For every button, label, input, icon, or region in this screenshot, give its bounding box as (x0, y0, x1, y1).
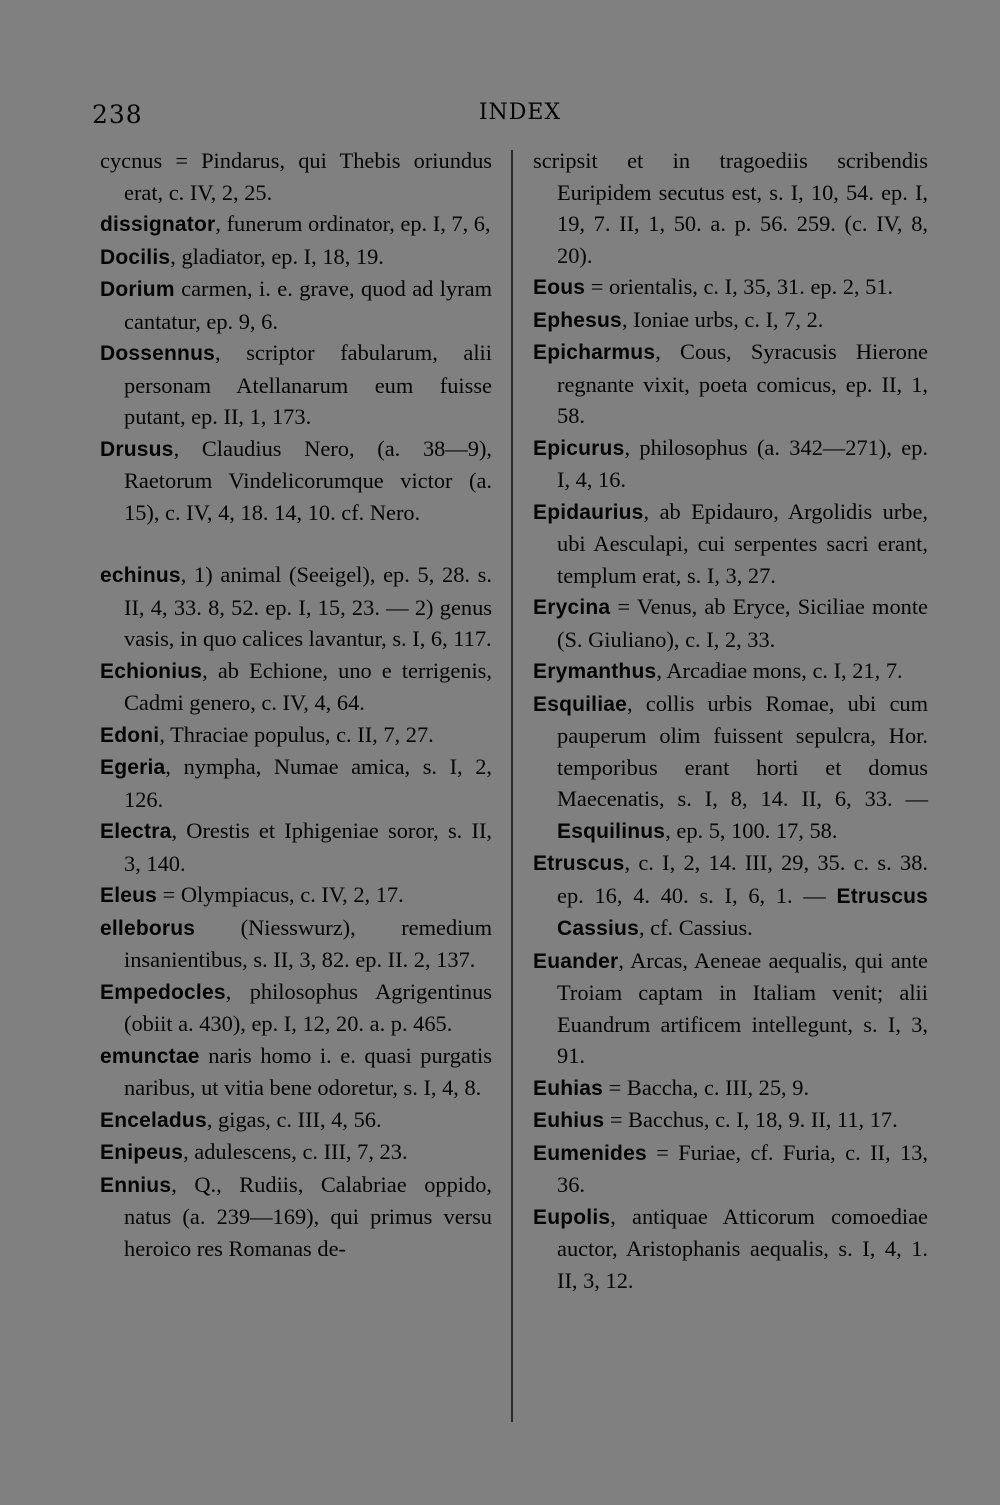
index-entry (100, 1040, 492, 1104)
index-entry (100, 976, 492, 1040)
entry-text: , cf. Cassius. (638, 915, 753, 940)
section-gap (100, 528, 492, 559)
entry-text: cycnus = Pindarus, qui Thebis oriundus erat, c. IV, 2, 25. (100, 148, 492, 205)
running-title: INDEX (478, 100, 562, 125)
entry-headword: Enceladus (100, 1108, 207, 1132)
index-entry (533, 1201, 928, 1297)
entry-text: , c. I, 2, 14. III, 29, 35. c. s. 38. ep. 16, 4. 40. s. I, 6, 1. — (557, 850, 928, 908)
column-divider (511, 150, 513, 1422)
entry-headword: Dossennus (100, 342, 215, 365)
index-entry (533, 1137, 928, 1201)
index-entry (100, 241, 492, 274)
entry-text: , antiquae Atticorum comoediae auctor, Aristophanis aequalis, s. I, 4, 1. II, 3, 12. (557, 1203, 928, 1293)
entry-text: , scriptor fabularum, alii personam Atellanarum eum fuisse putant, ep. II, 1, 173. (124, 340, 492, 429)
entry-headword: Edoni (100, 723, 160, 747)
entry-text: , nympha, Numae amica, s. I, 2, 126. (124, 754, 492, 812)
entry-headword: Electra (100, 820, 172, 843)
index-entry (100, 337, 492, 433)
entry-text: , 1) animal (Seeigel), ep. 5, 28. s. II, 4, 33. 8, 52. ep. I, 15, 23. — 2) genus vasis, in quo calices lavantur, s. I, 6, 117. (124, 562, 492, 651)
entry-headword: Euander (533, 949, 619, 973)
entry-text: (Niesswurz), remedium insanientibus, s. II, 3, 82. ep. II. 2, 137. (124, 914, 492, 972)
index-entry (100, 1104, 492, 1137)
entry-text: carmen, i. e. grave, quod ad lyram cantatur, ep. 9, 6. (124, 276, 492, 334)
entry-text: = Olympiacus, c. IV, 2, 17. (157, 882, 404, 907)
entry-headword: Esquilinus (557, 819, 666, 843)
entry-headword: Empedocles (100, 980, 226, 1004)
entry-text: , Ioniae urbs, c. I, 7, 2. (621, 306, 824, 332)
entry-headword: Eous (533, 276, 586, 299)
entry-text: , Thraciae populus, c. II, 7, 27. (159, 721, 434, 747)
entry-headword: Euhius (533, 1109, 605, 1132)
entry-headword: echinus (100, 564, 181, 587)
index-entry (100, 912, 492, 976)
index-entry (100, 273, 492, 337)
entry-text: , Cous, Syracusis Hierone regnante vixit, poeta comicus, ep. II, 1, 58. (557, 339, 928, 428)
entry-text: , Q., Rudiis, Calabriae oppido, natus (a. 239—169), qui primus versu heroico res Romanas de- (124, 1171, 492, 1261)
index-entry (533, 1104, 928, 1137)
entry-headword: Ennius (100, 1173, 172, 1197)
index-entry (100, 719, 492, 752)
entry-headword: Euhias (533, 1076, 604, 1100)
index-column-right (533, 145, 928, 1296)
index-entry (533, 655, 928, 688)
entry-text: , Orestis et Iphigeniae soror, s. II, 3, 140. (124, 818, 492, 876)
index-entry (533, 847, 928, 945)
index-entry (100, 208, 492, 241)
entry-text: = Baccha, c. III, 25, 9. (603, 1074, 810, 1100)
entry-text: = Furiae, cf. Furia, c. II, 13, 36. (557, 1139, 928, 1197)
entry-headword: Epidaurius (533, 500, 644, 524)
entry-text: = Venus, ab Eryce, Siciliae monte (S. Giuliano), c. I, 2, 33. (557, 594, 928, 652)
entry-headword: Erymanthus (533, 660, 657, 683)
entry-headword: Eleus (100, 884, 158, 907)
entry-headword: elleborus (100, 916, 196, 940)
index-entry (100, 433, 492, 529)
index-entry (533, 496, 928, 592)
entry-headword: Eumenides (533, 1141, 647, 1165)
entry-text: , Arcadiae mons, c. I, 21, 7. (656, 658, 903, 683)
entry-headword: emunctae (100, 1044, 200, 1068)
entry-headword: Egeria (100, 756, 166, 779)
entry-headword: Dorium (100, 278, 175, 301)
entry-text: naris homo i. e. quasi purgatis naribus, ut vitia bene odoretur, s. I, 4, 8. (124, 1042, 492, 1100)
index-column-left (100, 145, 492, 1264)
index-entry (100, 1136, 492, 1169)
entry-headword: Eupolis (533, 1205, 611, 1229)
entry-text: = orientalis, c. I, 35, 31. ep. 2, 51. (585, 274, 894, 299)
index-entry (533, 336, 928, 432)
index-entry (100, 815, 492, 879)
index-entry (100, 655, 492, 719)
entry-headword: Esquiliae (533, 692, 628, 716)
index-entry (533, 1072, 928, 1105)
index-entry (533, 945, 928, 1072)
entry-headword: Etruscus (533, 852, 625, 875)
entry-text: , Claudius Nero, (a. 38—9), Raetorum Vindelicorumque victor (a. 15), c. IV, 4, 18. 14, 10. cf. Nero. (124, 435, 492, 525)
entry-headword: Enipeus (100, 1141, 184, 1164)
entry-headword: Erycina (533, 596, 611, 619)
entry-text: , ab Echione, uno e terrigenis, Cadmi genero, c. IV, 4, 64. (124, 657, 492, 715)
entry-text: , gigas, c. III, 4, 56. (206, 1106, 382, 1132)
page-number: 238 (92, 100, 143, 129)
index-entry (100, 559, 492, 655)
entry-text: , adulescens, c. III, 7, 23. (183, 1139, 408, 1164)
entry-headword: Docilis (100, 245, 171, 269)
entry-text: , philosophus Agrigentinus (obiit a. 430), ep. I, 12, 20. a. p. 465. (124, 978, 492, 1036)
entry-text: , funerum ordinator, ep. I, 7, 6, (215, 211, 491, 236)
entry-text: = Bacchus, c. I, 18, 9. II, 11, 17. (604, 1107, 898, 1132)
entry-headword: dissignator (100, 213, 216, 236)
index-entry (533, 591, 928, 655)
index-entry (533, 145, 928, 271)
index-entry (100, 145, 492, 208)
entry-headword: Epicharmus (533, 341, 656, 364)
index-entry (100, 751, 492, 815)
entry-text: , Arcas, Aeneae aequalis, qui ante Troiam captam in Italiam venit; alii Euandrum artificem intellegunt, s. I, 3, 91. (557, 947, 928, 1068)
entry-headword: Epicurus (533, 436, 625, 460)
entry-text: , gladiator, ep. I, 18, 19. (170, 243, 384, 269)
index-entry (533, 271, 928, 304)
entry-text: , collis urbis Romae, ubi cum pauperum olim fuissent sepulcra, Hor. temporibus erant horti et domus Maecenatis, s. I, 8, 14. II, 6, 33. — (557, 690, 928, 811)
entry-headword: Echionius (100, 659, 203, 683)
index-entry (533, 432, 928, 496)
index-entry (100, 1169, 492, 1265)
entry-headword: Drusus (100, 437, 174, 461)
index-entry (100, 879, 492, 912)
entry-headword: Ephesus (533, 308, 622, 332)
entry-text: scripsit et in tragoediis scribendis Euripidem secutus est, s. I, 10, 54. ep. I, 19, 7. II, 1, 50. a. p. 56. 259. (c. IV, 8, 20). (533, 148, 928, 268)
index-entry (533, 304, 928, 337)
index-entry (533, 688, 928, 848)
entry-text: , ep. 5, 100. 17, 58. (665, 817, 838, 843)
entry-headword: Etruscus Cassius (557, 884, 928, 940)
entry-text: , ab Epidauro, Argolidis urbe, ubi Aesculapi, cui serpentes sacri erant, templum erat, s. I, 3, 27. (557, 498, 928, 588)
entry-text: , philosophus (a. 342—271), ep. I, 4, 16. (557, 434, 928, 492)
